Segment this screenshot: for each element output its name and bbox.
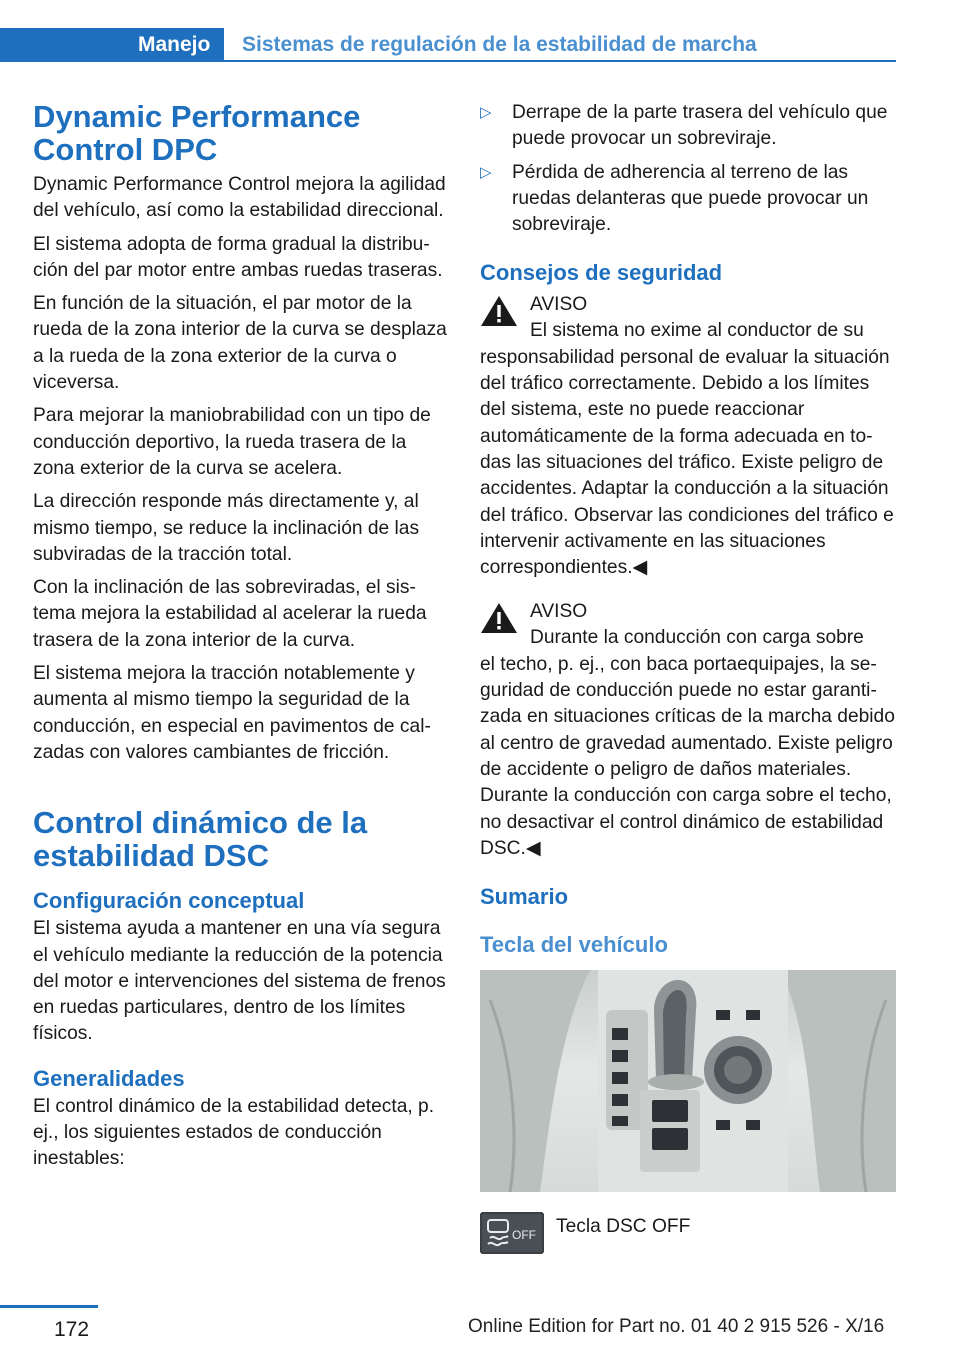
dsc-off-key xyxy=(480,1210,896,1274)
dpc-paragraph: Con la inclinación de las sobreviradas, el sistema mejora la estabilidad al acelerar la rueda trasera de la zona interior de la curva. xyxy=(33,577,427,651)
safety-heading: Consejos de seguridad xyxy=(480,260,723,286)
warning-first-line: El sistema no exime al conductor de su xyxy=(530,320,864,342)
warning-block xyxy=(480,599,896,862)
concept-text: El sistema ayuda a mantener en una vía segura el vehículo mediante la reducción de la potencia del motor e intervenciones del sistema de frenos en ruedas particulares, dentro de los límites físicos. xyxy=(33,918,446,1045)
dsc-icon-off-text: OFF xyxy=(512,1228,536,1243)
dsc-title: Control dinámico de la estabilidad DSC xyxy=(33,805,368,874)
edition-footer: Online Edition for Part no. 01 40 2 915 526 - X/16 xyxy=(468,1316,885,1337)
page-number: 172 xyxy=(54,1318,90,1341)
warning-block xyxy=(480,292,896,581)
vehicle-key-heading: Tecla del vehículo xyxy=(480,932,668,958)
list-item-text: Derrape de la parte trasera del vehículo que puede provocar un sobreviraje. xyxy=(512,102,888,150)
dsc-off-button-icon xyxy=(480,1212,544,1254)
instability-list xyxy=(480,100,896,238)
left-column xyxy=(33,100,451,1180)
concept-heading: Configuración conceptual xyxy=(33,888,305,914)
dpc-title: Dynamic Performance Control DPC xyxy=(33,99,361,167)
warning-text xyxy=(480,625,896,862)
dpc-paragraph: El sistema adopta de forma gradual la distribución del par motor entre ambas ruedas traseras. xyxy=(33,233,443,281)
warning-triangle-icon xyxy=(480,601,518,635)
header-chapter-title: Sistemas de regulación de la estabilidad de marcha xyxy=(242,33,757,56)
warning-label: AVISO xyxy=(530,294,588,316)
triangle-bullet-icon: ▷ xyxy=(480,104,492,121)
dpc-paragraph: Dynamic Performance Control mejora la agilidad del vehículo, así como la estabilidad direccional. xyxy=(33,174,446,222)
dsc-off-label: Tecla DSC OFF xyxy=(556,1216,691,1238)
header-accent-bar xyxy=(0,28,130,62)
header-rule xyxy=(224,60,896,62)
page-header xyxy=(0,0,960,64)
dpc-paragraph: Para mejorar la maniobrabilidad con un tipo de conducción deportivo, la rueda trasera de la zona exterior de la curva se acelera. xyxy=(33,405,431,479)
center-console-photo xyxy=(480,970,896,1192)
header-section-tab: Manejo xyxy=(124,28,224,62)
summary-heading: Sumario xyxy=(480,884,569,910)
dpc-paragraph: En función de la situación, el par motor de la rueda de la zona interior de la curva se desplaza a la rueda de la zona exterior de la curva o viceversa. xyxy=(33,293,447,394)
general-text: El control dinámico de la estabilidad detecta, p. ej., los siguientes estados de conducción inestables: xyxy=(33,1095,435,1170)
triangle-bullet-icon: ▷ xyxy=(480,163,492,181)
warning-triangle-icon xyxy=(480,294,518,328)
dpc-paragraph: El sistema mejora la tracción notablemente y aumenta al mismo tiempo la seguridad de la conducción, en especial en pavimentos de calzadas con valores cambiantes de fricción. xyxy=(33,663,431,763)
list-item-text: Pérdida de adherencia al terreno de las ruedas delanteras que puede provocar un sobreviraje. xyxy=(512,161,869,236)
warning-first-line: Durante la conducción con carga sobre xyxy=(530,627,864,649)
warning-rest: responsabilidad personal de evaluar la situación del tráfico correctamente. Debido a los límites del sistema, este no puede reaccionar automáticamente de la forma adecuada en todas las situaciones del tráfico. Existe peligro de accidentes. Adaptar la conducción a la situación del tráfico. Observar las condiciones del tráfico e intervenir activamente en las situaciones correspondientes.◀ xyxy=(480,346,894,579)
page-number-rule xyxy=(0,1305,98,1308)
list-item xyxy=(480,160,896,239)
warning-text xyxy=(480,318,896,581)
center-console-illustration xyxy=(480,970,896,1192)
warning-label: AVISO xyxy=(530,601,588,623)
dpc-paragraph: La dirección responde más directamente y, al mismo tiempo, se reduce la inclinación de las subviradas de la tracción total. xyxy=(33,491,420,565)
right-column xyxy=(480,100,896,1274)
list-item xyxy=(480,100,896,153)
general-heading: Generalidades xyxy=(33,1065,185,1091)
warning-rest: el techo, p. ej., con baca portaequipajes, la seguridad de conducción puede no estar garantizada en situaciones críticas de la marcha debido al centro de gravedad aumentado. Existe peligro de accidente o peligro de daños materiales. Durante la conducción con carga sobre el techo, no desactivar el control dinámico de estabilidad DSC.◀ xyxy=(480,653,895,859)
